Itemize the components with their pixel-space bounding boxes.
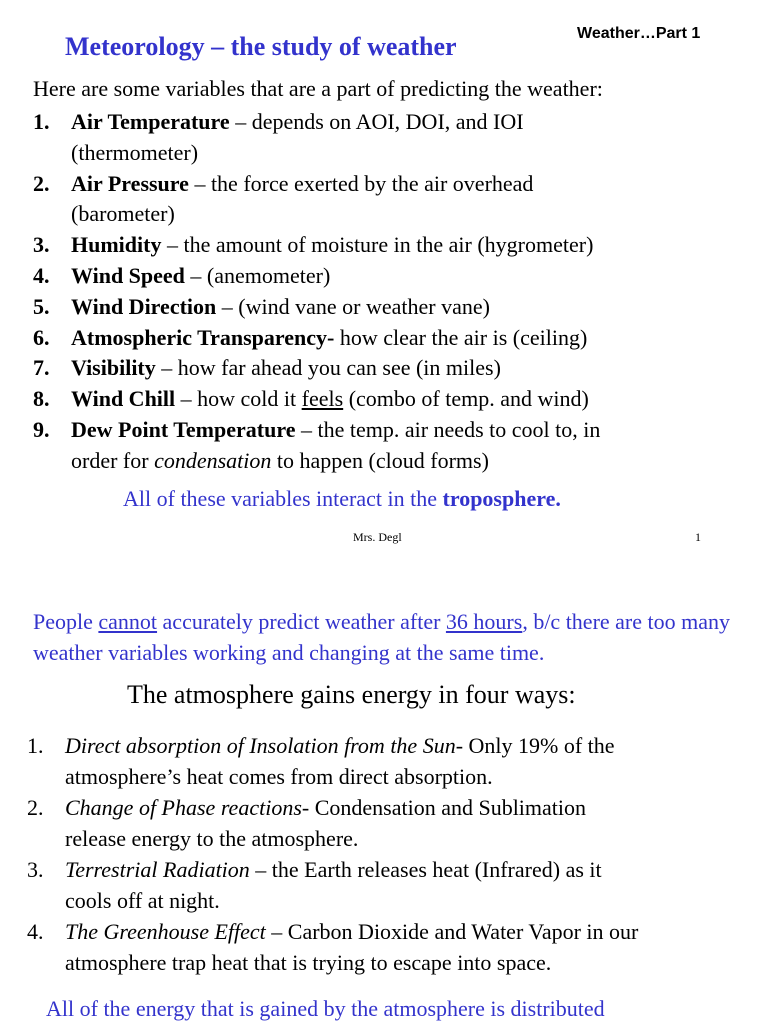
list-item — [33, 292, 600, 323]
list-number: 6. — [33, 324, 50, 350]
list-item — [33, 261, 600, 292]
way-description-cont: release energy to the atmosphere. — [65, 826, 359, 851]
variable-term: Atmospheric Transparency- — [71, 324, 335, 350]
prediction-text: , b/c there are too many weather variables working and changing at the same time. — [33, 609, 731, 665]
list-number: 1. — [33, 109, 50, 134]
way-description: Condensation and Sublimation — [309, 795, 587, 820]
way-term: The Greenhouse Effect — [65, 919, 266, 944]
variable-term: Air Pressure — [71, 170, 189, 196]
list-item — [33, 353, 600, 384]
italic-word: condensation — [154, 447, 272, 473]
way-description-cont: atmosphere’s heat comes from direct absorption. — [65, 764, 493, 789]
list-item — [33, 323, 600, 354]
footer-page-number: 1 — [695, 530, 701, 544]
underlined-cannot: cannot — [98, 609, 158, 634]
way-description-cont: atmosphere trap heat that is trying to escape into space. — [65, 950, 552, 975]
list-number: 3. — [33, 232, 50, 258]
variable-term: Humidity — [71, 232, 162, 258]
troposphere-word: troposphere. — [442, 486, 561, 511]
variable-term: Air Temperature — [71, 109, 230, 134]
intro-text: Here are some variables that are a part of predicting the weather: — [33, 76, 603, 101]
prediction-text: People — [33, 609, 99, 634]
variable-description: – (anemometer) — [184, 262, 331, 288]
list-item — [27, 854, 638, 916]
list-item — [33, 169, 600, 231]
variable-term: Dew Point Temperature — [71, 416, 296, 442]
variable-description: – depends on AOI, DOI, and IOI — [229, 109, 524, 134]
part-tag: Weather…Part 1 — [577, 25, 701, 42]
underlined-36-hours: 36 hours — [445, 609, 523, 634]
list-item — [27, 792, 638, 854]
way-term: Terrestrial Radiation — [65, 857, 250, 882]
variable-term: Wind Chill — [71, 386, 176, 412]
list-number: 9. — [33, 416, 50, 442]
weather-variables-list — [33, 107, 600, 477]
variable-description-cont: order for — [71, 447, 155, 473]
list-number: 8. — [33, 386, 50, 412]
energy-heading: The atmosphere gains energy in four ways: — [127, 680, 576, 709]
list-number: 4. — [33, 262, 50, 288]
variable-description: – how far ahead you can see (in miles) — [155, 355, 501, 381]
variable-term: Visibility — [71, 355, 156, 381]
list-number: 3. — [27, 857, 44, 882]
list-item — [33, 230, 600, 261]
list-number: 1. — [27, 733, 44, 758]
list-number: 2. — [33, 170, 50, 196]
way-description: Only 19% of the — [463, 733, 615, 758]
list-number: 2. — [27, 795, 44, 820]
energy-ways-list — [27, 730, 638, 978]
variable-description: – how cold it — [175, 386, 302, 412]
way-description: – Carbon Dioxide and Water Vapor in our — [265, 919, 639, 944]
variable-description: – the amount of moisture in the air (hygrometer) — [161, 232, 594, 258]
list-item — [33, 107, 600, 169]
variable-description: – (wind vane or weather vane) — [216, 293, 490, 319]
slide-title: Meteorology – the study of weather — [65, 32, 457, 61]
prediction-text: accurately predict weather after — [157, 609, 446, 634]
footer-author: Mrs. Degl — [353, 530, 402, 544]
variable-term: Wind Direction — [71, 293, 217, 319]
way-term: Change of Phase reactions- — [65, 795, 310, 820]
troposphere-note-text: All of these variables interact in the — [123, 486, 443, 511]
variable-description: how clear the air is (ceiling) — [334, 324, 588, 350]
underlined-word: feels — [301, 386, 344, 412]
list-item — [33, 415, 600, 477]
way-description: – the Earth releases heat (Infrared) as it — [249, 857, 602, 882]
energy-distribution-note: All of the energy that is gained by the atmosphere is distributed — [46, 996, 605, 1021]
variable-description-end: to happen (cloud forms) — [271, 447, 489, 473]
list-number: 4. — [27, 919, 44, 944]
prediction-note — [33, 606, 753, 668]
variable-description-end: (combo of temp. and wind) — [343, 386, 589, 412]
variable-term: Wind Speed — [71, 262, 185, 288]
variable-description-cont: (barometer) — [71, 201, 175, 227]
list-item — [27, 730, 638, 792]
variable-description: – the force exerted by the air overhead — [188, 170, 534, 196]
variable-description: – the temp. air needs to cool to, in — [295, 416, 601, 442]
variable-description-cont: (thermometer) — [71, 139, 199, 165]
list-item — [33, 384, 600, 415]
list-item — [27, 916, 638, 978]
way-description-cont: cools off at night. — [65, 888, 220, 913]
troposphere-note — [123, 486, 561, 512]
way-term: Direct absorption of Insolation from the Sun- — [65, 733, 464, 758]
list-number: 5. — [33, 293, 50, 319]
list-number: 7. — [33, 355, 50, 381]
